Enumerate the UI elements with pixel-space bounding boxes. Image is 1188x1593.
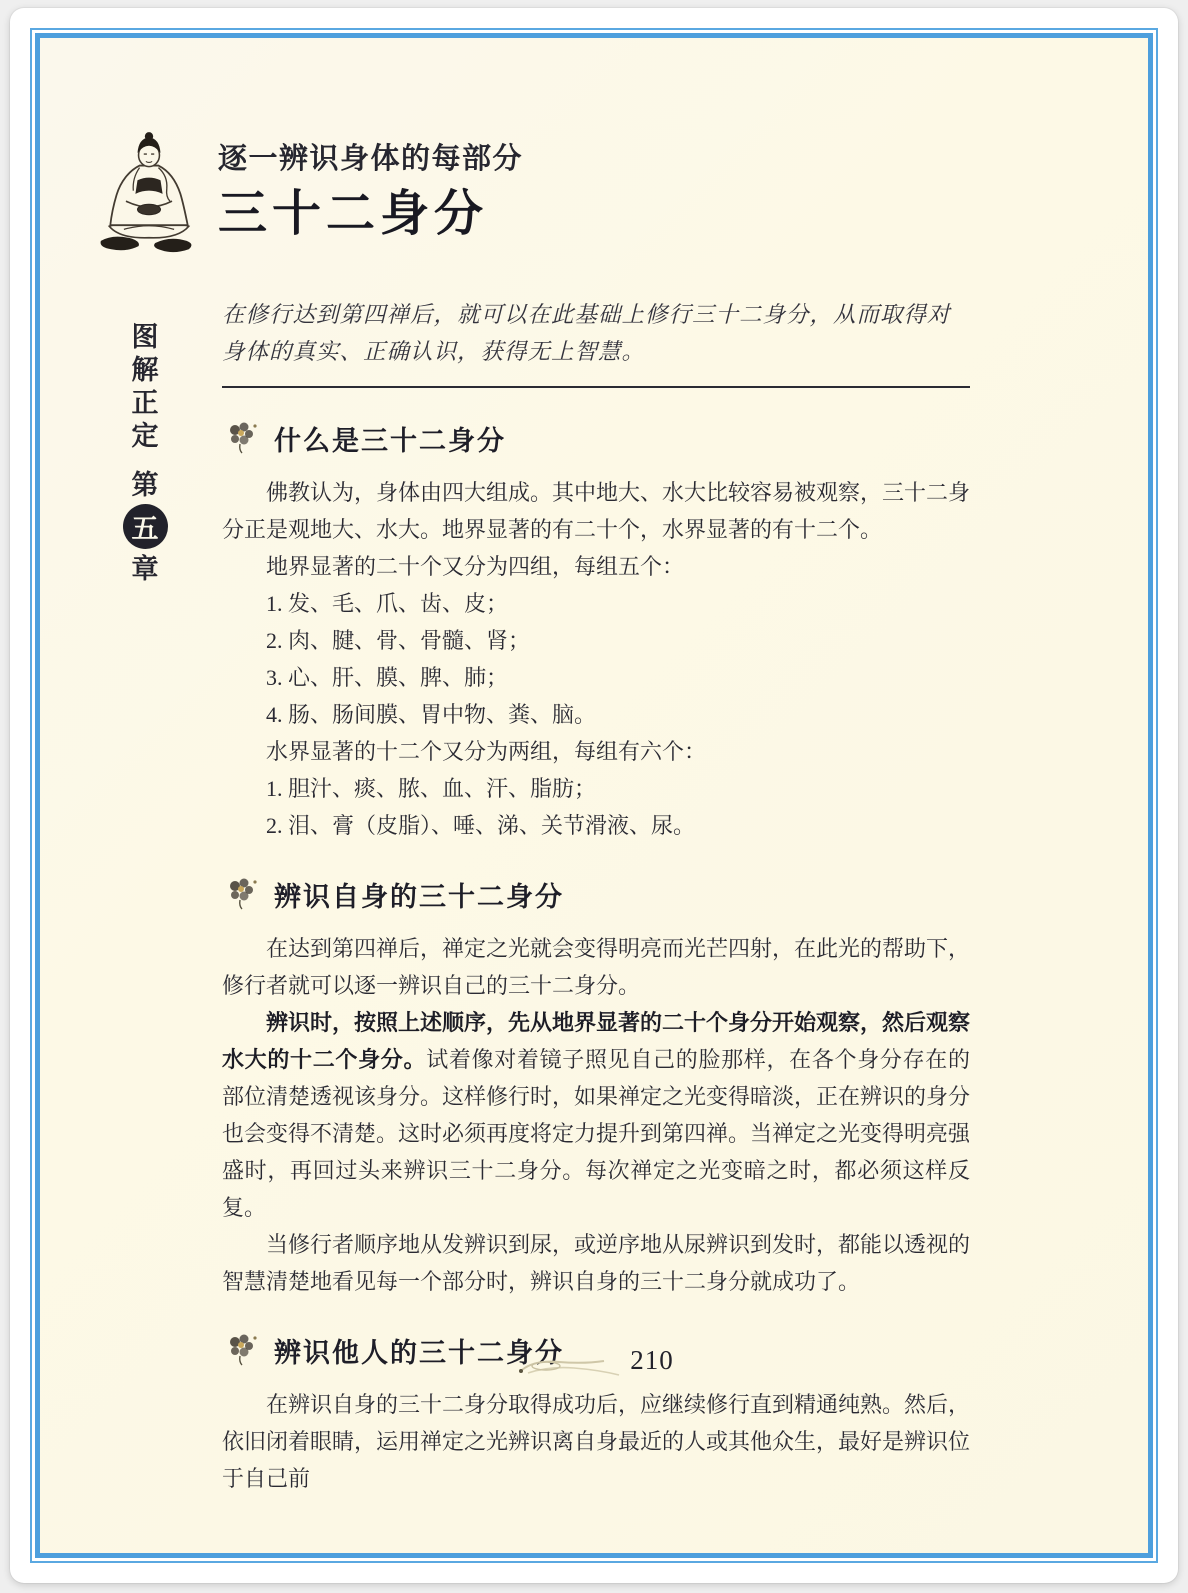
paragraph: 地界显著的二十个又分为四组，每组五个： (266, 554, 685, 579)
section-body-1 (222, 474, 970, 844)
chapter-number-badge (123, 504, 168, 549)
page-number: 210 (630, 1344, 674, 1375)
ink-swirl-icon (514, 1350, 624, 1384)
chapter-prefix: 第 (131, 470, 159, 500)
intro-divider (222, 386, 970, 388)
section-heading-1 (222, 418, 970, 458)
chapter-suffix: 章 (131, 554, 159, 584)
section-body-3 (222, 1386, 970, 1497)
list-item: 1. 胆汁、痰、脓、血、汗、脂肪； (266, 776, 597, 801)
chapter-number: 五 (131, 514, 159, 544)
series-char: 定 (131, 421, 159, 451)
series-char: 正 (131, 388, 159, 418)
book-page-card (10, 8, 1178, 1583)
buddha-icon (85, 130, 213, 266)
paragraph: 在辨识自身的三十二身分取得成功后，应继续修行直到精通纯熟。然后，依旧闭着眼睛，运用禅定之光辨识离自身最近的人或其他众生，最好是辨识位于自己前 (222, 1392, 971, 1491)
flower-icon (222, 418, 262, 458)
flower-icon (222, 874, 262, 914)
paragraph: 在达到第四禅后，禅定之光就会变得明亮而光芒四射，在此光的帮助下，修行者就可以逐一辨识自己的三十二身分。 (222, 936, 971, 998)
paragraph-rest: 试着像对着镜子照见自己的脸那样，在各个身分存在的部位清楚透视该身分。这样修行时，如果禅定之光变得暗淡，正在辨识的身分也会变得不清楚。这时必须再度将定力提升到第四禅。当禅定之光变得明亮强盛时，再回过头来辨识三十二身分。每次禅定之光变暗之时，都必须这样反复。 (222, 1047, 971, 1220)
section-title: 什么是三十二身分 (274, 425, 506, 456)
page-header (218, 136, 523, 241)
paragraph: 佛教认为，身体由四大组成。其中地大、水大比较容易被观察，三十二身分正是观地大、水大。地界显著的有二十个，水界显著的有十二个。 (222, 480, 971, 542)
series-char: 解 (131, 355, 159, 385)
page-paper (40, 38, 1148, 1553)
inner-blue-border (35, 33, 1153, 1558)
list-item: 2. 泪、膏（皮脂）、唾、涕、关节滑液、尿。 (266, 813, 696, 838)
page-title: 三十二身分 (218, 186, 489, 241)
list-item: 3. 心、肝、膜、脾、肺； (266, 665, 509, 690)
main-column (222, 296, 970, 1497)
outer-blue-border (30, 28, 1158, 1563)
list-item: 1. 发、毛、爪、齿、皮； (266, 591, 509, 616)
intro-paragraph: 在修行达到第四禅后，就可以在此基础上修行三十二身分，从而取得对身体的真实、正确认识，获得无上智慧。 (222, 302, 951, 364)
section-body-2 (222, 930, 970, 1300)
series-char: 图 (131, 322, 159, 352)
section-title: 辨识他人的三十二身分 (274, 1337, 564, 1368)
paragraph: 当修行者顺序地从发辨识到尿，或逆序地从尿辨识到发时，都能以透视的智慧清楚地看见每一个部分时，辨识自身的三十二身分就成功了。 (222, 1232, 971, 1294)
header-overline: 逐一辨识身体的每部分 (218, 143, 524, 175)
section-heading-2 (222, 874, 970, 914)
chapter-sidebar (120, 321, 170, 586)
list-item: 4. 肠、肠间膜、胃中物、粪、脑。 (266, 702, 597, 727)
paragraph: 水界显著的十二个又分为两组，每组有六个： (266, 739, 707, 764)
list-item: 2. 肉、腱、骨、骨髓、肾； (266, 628, 531, 653)
paragraph-with-emphasis (222, 1004, 970, 1226)
section-title: 辨识自身的三十二身分 (274, 881, 564, 912)
emphasis-text: 辨识时，按照上述顺序，先从地界显著的二十个身分开始观察，然后观察水大的十二个身分。 (222, 1010, 971, 1072)
page-footer (40, 1336, 1148, 1384)
